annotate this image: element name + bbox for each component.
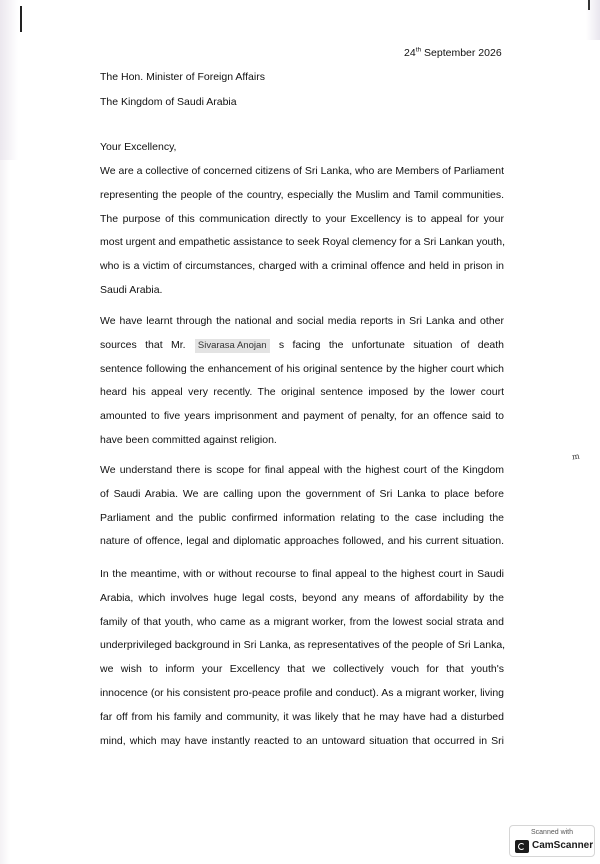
handwritten-margin-note: m <box>571 451 581 462</box>
camscanner-watermark <box>509 825 595 857</box>
camscanner-logo-icon <box>515 840 529 853</box>
text-line: We are a collective of concerned citizens of Sri Lanka, who are Members of Parliament <box>100 165 504 177</box>
scan-mark <box>20 6 22 32</box>
recipient-line: The Kingdom of Saudi Arabia <box>100 96 237 108</box>
text-line: In the meantime, with or without recourse to final appeal to the highest court in Saudi <box>100 568 504 580</box>
text-line: heard his appeal very recently. The original sentence imposed by the lower court <box>100 386 504 399</box>
paragraph-4 <box>100 563 504 753</box>
text-line: amounted to five years imprisonment and payment of penalty, for an offence said to <box>100 410 504 423</box>
text-line: We understand there is scope for final appeal with the highest court of the Kingdom <box>100 464 504 476</box>
paragraph-2 <box>100 310 504 453</box>
text-line: sources that Mr. Sivarasa Anojan s facing the unfortunate situation of death <box>100 338 505 351</box>
text-line: far off from his family and community, it was likely that he may have had a disturbed <box>100 710 504 723</box>
letter-date: 24th September 2026 <box>404 46 502 59</box>
watermark-brand: CamScanner <box>532 840 594 851</box>
text-line: Parliament and the public confirmed information relating to the case including the <box>100 511 504 524</box>
scan-edge-shadow <box>0 160 10 864</box>
text-line: Saudi Arabia. <box>100 283 163 296</box>
text-line: The purpose of this communication directly to your Excellency is to appeal for your <box>100 212 504 225</box>
scan-edge-shadow <box>0 0 18 160</box>
text-line: of Saudi Arabia. We are calling upon the government of Sri Lanka to place before <box>100 487 504 500</box>
redacted-name: Sivarasa Anojan <box>195 339 270 353</box>
paragraph-3 <box>100 459 504 554</box>
text-line: family of that youth, who came as a migrant worker, from the lowest social strata and <box>100 615 504 628</box>
text-line: have been committed against religion. <box>100 433 277 446</box>
paragraph-1 <box>100 160 504 303</box>
text-line: who is a victim of circumstances, charged with a criminal offence and held in prison in <box>100 260 504 273</box>
text-line: sentence following the enhancement of his original sentence by the higher court which <box>100 362 504 375</box>
watermark-caption: Scanned with <box>530 829 574 836</box>
text-line: nature of offence, legal and diplomatic approaches followed, and his current situation. <box>100 535 504 548</box>
text-line: most urgent and empathetic assistance to seek Royal clemency for a Sri Lankan youth, <box>100 236 506 249</box>
text-line: We have learnt through the national and social media reports in Sri Lanka and other <box>100 315 504 327</box>
text-line: underprivileged background in Sri Lanka, as representatives of the people of Sri Lanka, <box>100 639 506 652</box>
text-line: we wish to inform your Excellency that we collectively vouch for that youth's <box>100 663 504 676</box>
text-line: Arabia, which involves huge legal costs, beyond any means of affordability by the <box>100 591 504 604</box>
text-line: innocence (or his consistent pro-peace profile and conduct). As a migrant worker, living <box>100 686 504 699</box>
salutation: Your Excellency, <box>100 141 177 153</box>
text-line: representing the people of the country, especially the Muslim and Tamil communities. <box>100 188 504 201</box>
scan-mark <box>588 0 590 10</box>
text-line: mind, which may have instantly reacted to an untoward situation that occurred in Sri <box>100 734 504 747</box>
recipient-line: The Hon. Minister of Foreign Affairs <box>100 71 265 83</box>
